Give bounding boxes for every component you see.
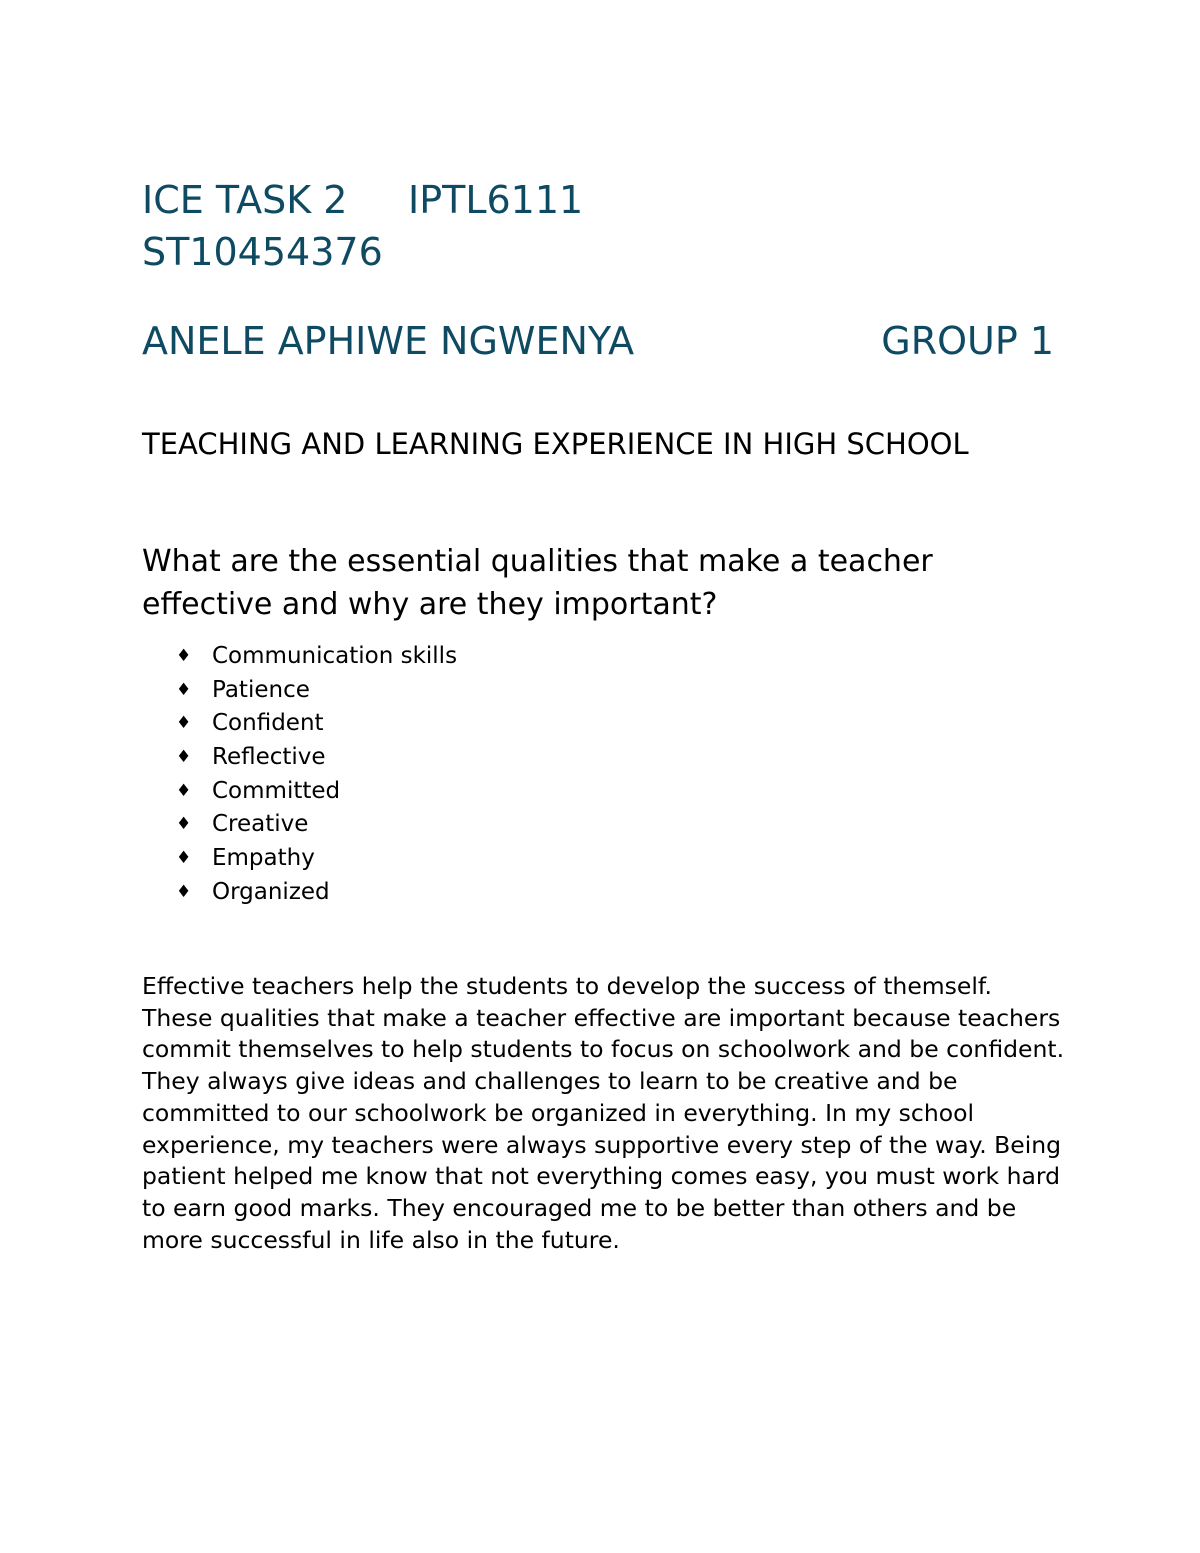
list-item-label: Confident: [212, 710, 324, 737]
list-item-label: Committed: [212, 777, 341, 804]
group-label: GROUP 1: [881, 319, 1054, 363]
student-name: ANELE APHIWE NGWENYA: [142, 319, 635, 363]
list-item-label: Organized: [212, 878, 330, 905]
course-code: IPTL6111: [408, 178, 584, 222]
student-heading: [142, 318, 1054, 364]
task-heading: [142, 177, 584, 223]
list-item-label: Communication skills: [212, 643, 458, 669]
document-subtitle: TEACHING AND LEARNING EXPERIENCE IN HIGH SCHOOL: [142, 427, 969, 461]
list-item-label: Creative: [212, 811, 309, 838]
answer-paragraph: Effective teachers help the students to develop the success of themself. These qualities that make a teacher effective are important because teachers commit themselves to help students to focus on schoolwork and be confident. They always give ideas and challenges to learn to be creative and be committed to our schoolwork be organized in everything. In my school experience, my teachers were always supportive every step of the way. Being patient helped me know that not everything comes easy, you must work hard to earn good marks. They encouraged me to be better than others and be more successful in life also in the future.: [142, 972, 1065, 1254]
list-item-label: Patience: [212, 676, 310, 703]
diamond-bullet-icon: ♦: [176, 881, 192, 902]
task-title: ICE TASK 2: [142, 178, 348, 222]
list-item-label: Empathy: [212, 845, 315, 872]
diamond-bullet-icon: ♦: [176, 814, 192, 835]
diamond-bullet-icon: ♦: [176, 848, 192, 869]
student-number: ST10454376: [142, 230, 383, 274]
diamond-bullet-icon: ♦: [176, 747, 192, 768]
question-heading: What are the essential qualities that make a teacher effective and why are they important?: [142, 544, 933, 622]
diamond-bullet-icon: ♦: [176, 679, 192, 700]
list-item-label: Reflective: [212, 744, 326, 771]
diamond-bullet-icon: ♦: [176, 713, 192, 734]
diamond-bullet-icon: ♦: [176, 646, 192, 666]
diamond-bullet-icon: ♦: [176, 780, 192, 801]
